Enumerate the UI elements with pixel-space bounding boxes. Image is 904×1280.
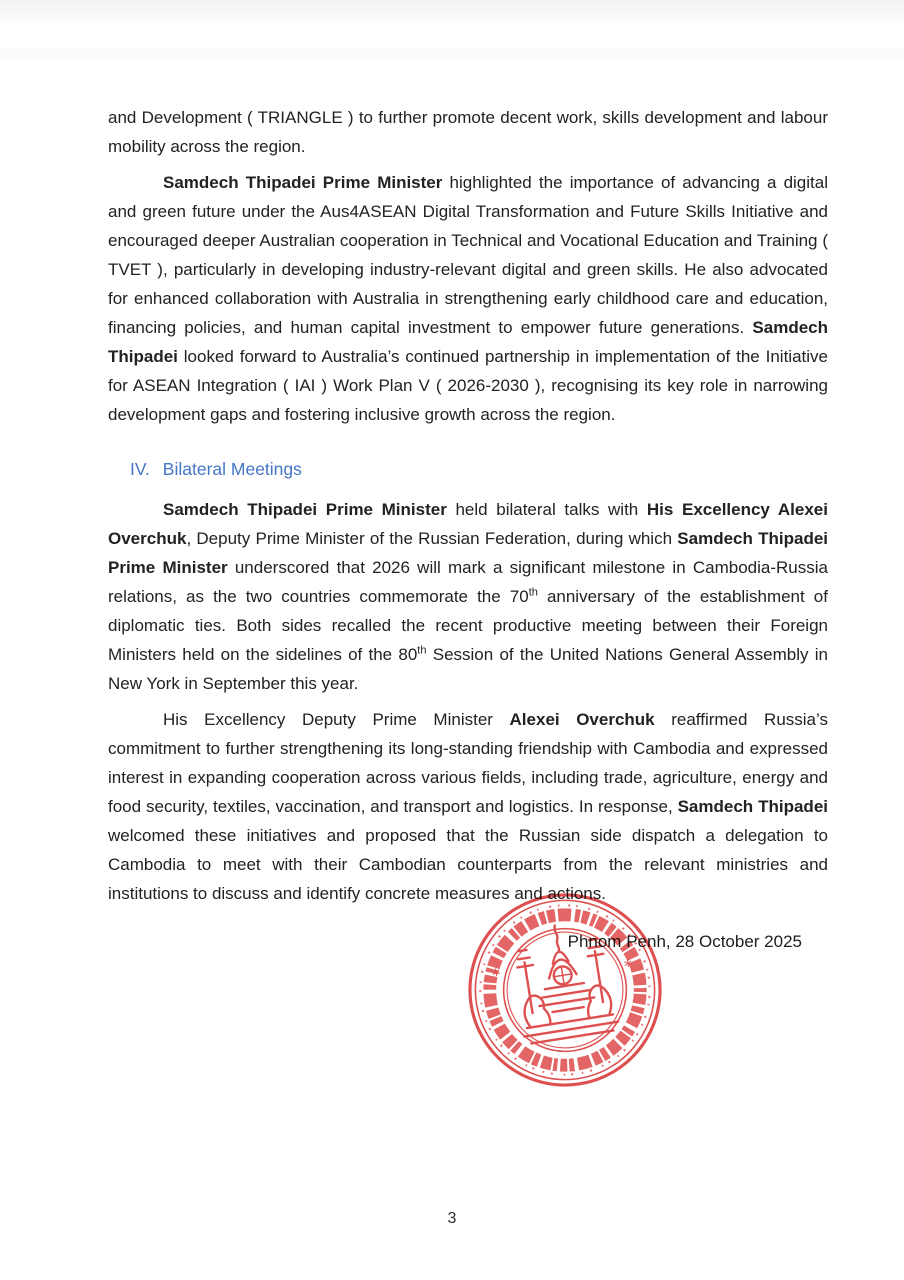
paragraph: Samdech Thipadei Prime Minister highlighted the importance of advancing a digital and green future under the Aus4ASEAN Digital Transformation and Future Skills Initiative and encouraged deeper Australian cooperation in Technical and Vocational Education and Training ( TVET ), particularly in developing industry-relevant digital and green skills. He also advocated for enhanced collaboration with Australia in strengthening early childhood care and education, financing policies, and human capital investment to empower future generations. Samdech Thipadei looked forward to Australia’s continued partnership in implementation of the Initiative for ASEAN Integration ( IAI ) Work Plan V ( 2026-2030 ), recognising its key role in narrowing development gaps and fostering inclusive growth across the region. (108, 173, 828, 424)
section-number: IV. (130, 459, 150, 479)
paragraph: and Development ( TRIANGLE ) to further promote decent work, skills development and labour mobility across the region. (108, 108, 828, 156)
page-number: 3 (447, 1210, 457, 1227)
scan-artifact-top (0, 0, 904, 26)
dateline: Phnom Penh, 28 October 2025 (567, 932, 802, 951)
cambodia-royal-seal-stamp (452, 877, 679, 1104)
scan-artifact-band (0, 48, 904, 62)
document-body (108, 103, 828, 915)
seal-star-left: * (490, 964, 503, 986)
paragraph: Samdech Thipadei Prime Minister held bilateral talks with His Excellency Alexei Overchuk, Deputy Prime Minister of the Russian Federation, during which Samdech Thipadei Prime Minister underscored that 2026 will mark a significant milestone in Cambodia-Russia relations, as the two countries commemorate the 70th anniversary of the establishment of diplomatic ties. Both sides recalled the recent productive meeting between their Foreign Ministers held on the sidelines of the 80th Session of the United Nations General Assembly in New York in September this year. (108, 500, 829, 693)
seal-royal-arms (508, 918, 620, 1044)
section-title: Bilateral Meetings (162, 459, 302, 479)
section-heading (108, 455, 828, 484)
paragraph: His Excellency Deputy Prime Minister Alexei Overchuk reaffirmed Russia’s commitment to further strengthening its long-standing friendship with Cambodia and expressed interest in expanding cooperation across various fields, including trade, agriculture, energy and food security, textiles, vaccination, and transport and logistics. In response, Samdech Thipadei welcomed these initiatives and proposed that the Russian side dispatch a delegation to Cambodia to meet with their Cambodian counterparts from the relevant ministries and institutions to discuss and identify concrete measures and actions. (108, 710, 828, 903)
seal-star-right: * (622, 955, 635, 977)
